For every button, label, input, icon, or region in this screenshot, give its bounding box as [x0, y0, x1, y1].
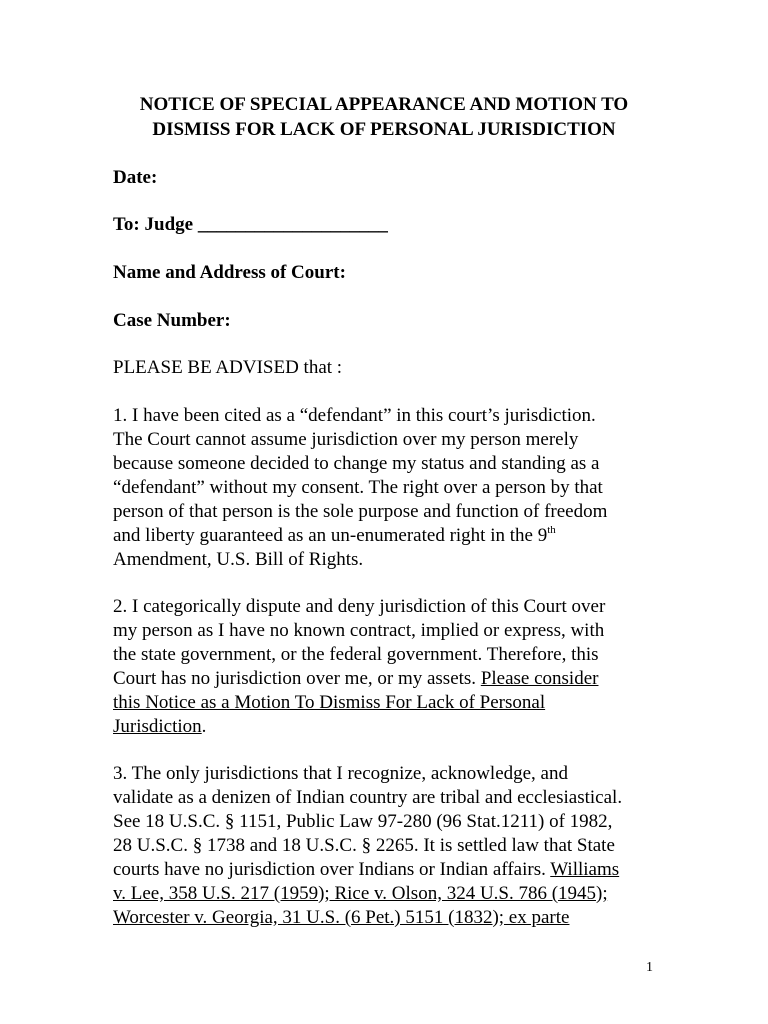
paragraph-2-line	[113, 715, 206, 739]
text-run: .	[591, 405, 596, 426]
paragraph-3-line	[113, 858, 619, 882]
paragraph-2-line: the state government, or the federal government. Therefore, this	[113, 644, 599, 665]
document-title	[100, 93, 668, 142]
text-run: ” without my consent. The right over a person by that	[196, 477, 603, 498]
paragraph-1-line: because someone decided to change my status and standing as a	[113, 453, 600, 474]
paragraph-3-line: 3. The only jurisdictions that I recognize, acknowledge, and	[113, 763, 568, 784]
text-run: Court has no jurisdiction over me, or my assets.	[113, 668, 481, 689]
paragraph-1-line	[113, 404, 596, 428]
case-citation: v. Lee, 358 U.S. 217 (1959); Rice v. Olson, 324 U.S. 786 (1945);	[113, 883, 608, 904]
paragraph-1-line	[113, 476, 603, 500]
judge-field: To: Judge ____________________	[113, 214, 388, 235]
paragraph-3-line: 28 U.S.C. § 1738 and 18 U.S.C. § 2265. It is settled law that State	[113, 835, 615, 856]
paragraph-2-line	[113, 667, 598, 691]
superscript: th	[547, 523, 556, 536]
date-field: Date:	[113, 167, 158, 188]
text-run: 1. I have been cited as a “defendant”	[113, 405, 397, 426]
court-field: Name and Address of Court:	[113, 262, 346, 283]
paragraph-1-line: person of that person is the sole purpose and function of freedom	[113, 501, 608, 522]
case-citation: Williams	[550, 859, 620, 880]
case-number-field: Case Number:	[113, 310, 231, 331]
text-run: “	[113, 477, 122, 498]
text-run: .	[201, 716, 207, 737]
underlined-text: Jurisdiction	[113, 716, 202, 737]
paragraph-2-line: my person as I have no known contract, implied or express, with	[113, 620, 605, 641]
paragraph-1-line: The Court cannot assume jurisdiction over my person merely	[113, 429, 579, 450]
text-run: defendant	[121, 477, 197, 498]
paragraph-1-line	[113, 524, 556, 548]
paragraph-1-line: Amendment, U.S. Bill of Rights.	[113, 549, 364, 570]
case-citation: Worcester v. Georgia, 31 U.S. (6 Pet.) 5151 (1832); ex parte	[113, 907, 570, 928]
text-run: courts have no jurisdiction over Indians or Indian affairs.	[113, 859, 551, 880]
title-line-1: NOTICE OF SPECIAL APPEARANCE AND MOTION TO	[139, 94, 629, 115]
intro-line: PLEASE BE ADVISED that :	[113, 357, 343, 378]
underlined-text: Please consider	[480, 668, 599, 689]
paragraph-2-line: 2. I categorically dispute and deny jurisdiction of this Court over	[113, 596, 606, 617]
title-line-2: DISMISS FOR LACK OF PERSONAL JURISDICTION	[152, 118, 616, 140]
paragraph-3-line: validate as a denizen of Indian country are tribal and ecclesiastical.	[113, 787, 623, 808]
underlined-line: this Notice as a Motion To Dismiss For Lack of Personal	[113, 692, 546, 713]
paragraph-3-line: See 18 U.S.C. § 1151, Public Law 97-280 (96 Stat.1211) of 1982,	[113, 811, 613, 832]
page-number: 1	[646, 960, 653, 975]
text-run: in this court’s jurisdiction	[396, 405, 592, 426]
text-run: and liberty guaranteed as an un-enumerated right in the 9	[113, 525, 548, 546]
